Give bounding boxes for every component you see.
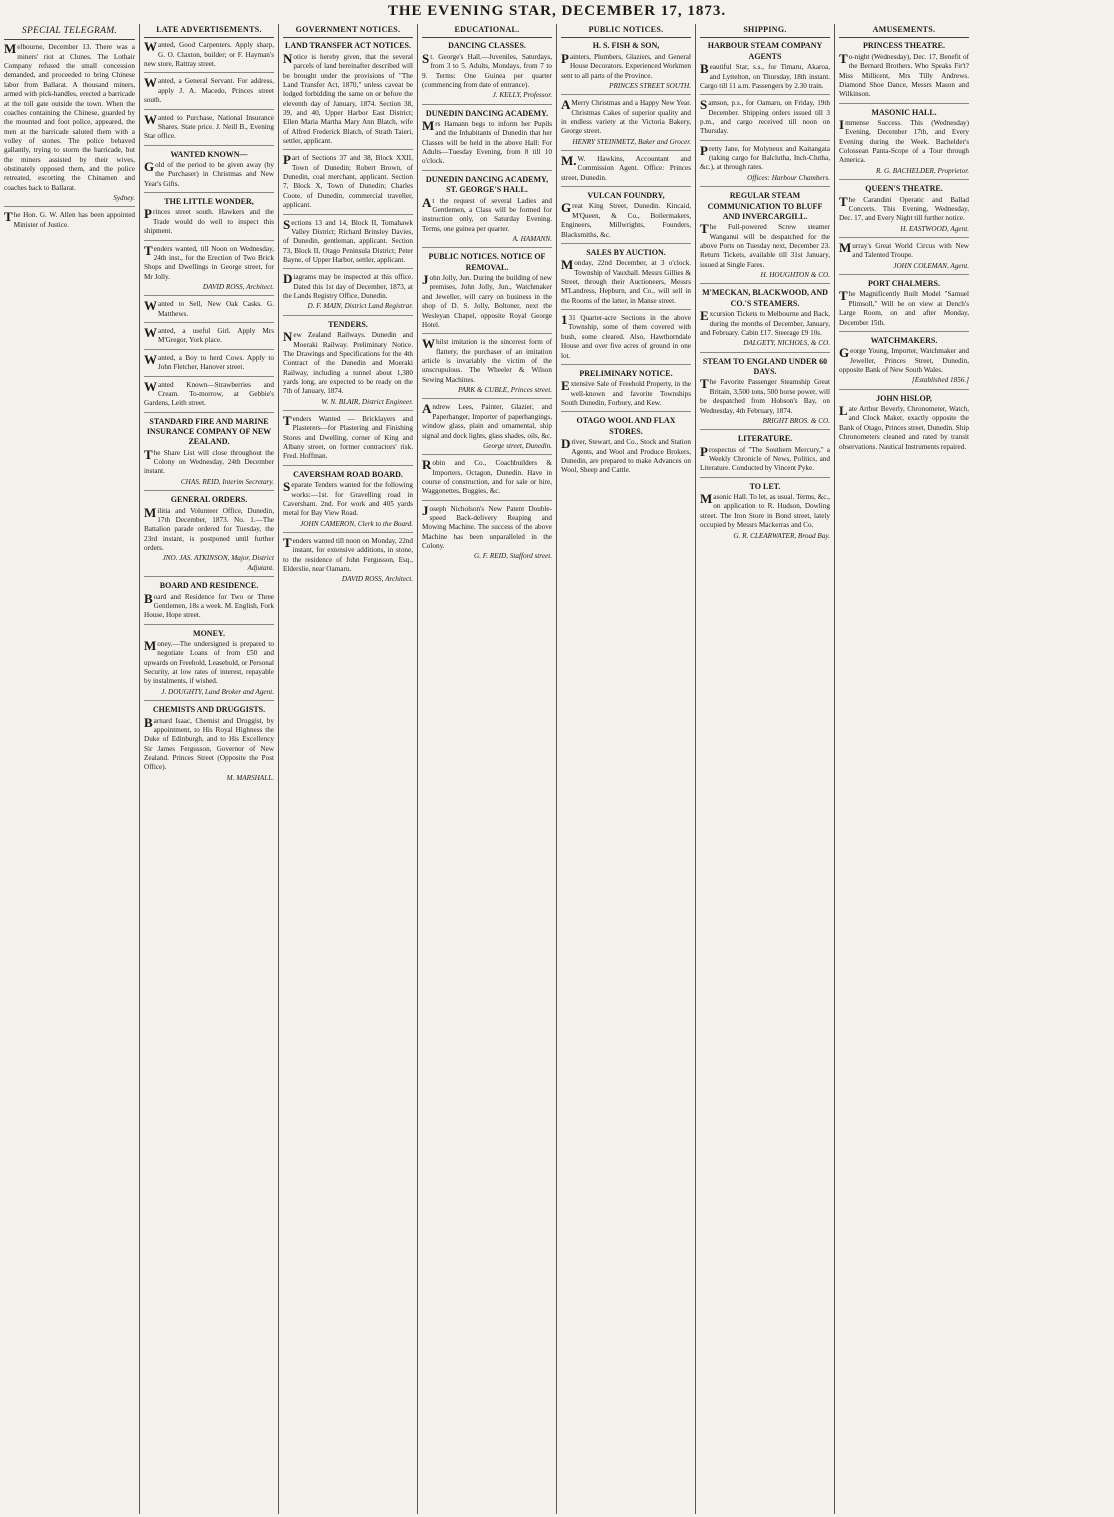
advertisement	[422, 109, 552, 171]
advertisement-title: STANDARD FIRE AND MARINE INSURANCE COMPANY OF NEW ZEALAND.	[146, 416, 272, 447]
advertisement	[4, 43, 135, 207]
advertisement	[561, 314, 691, 365]
advertisement-body: Prospectus of "The Southern Mercury," a Weekly Chronicle of News, Politics, and Literature. Conducted by Vincent Pyke.	[700, 443, 830, 473]
advertisement-body: Sections 13 and 14, Block II, Tomahawk Valley District; Richard Brinsley Davies, of Dunedin, gentleman, applicant. Section 73, Block II, Otago Peninsula District; Peter Bayne, of Upper Harbor, settler, applicant.	[283, 216, 413, 264]
advertisement-title: JOHN HISLOP,	[876, 393, 932, 403]
advertisement-body: Whilst imitation is the sincerest form of flattery, the purchaser of an imitation article is invariably the victim of the unscrupulous. The Wheeler & Wilson Sewing Machines.	[422, 336, 552, 384]
advertisement	[839, 108, 969, 181]
column-6	[695, 24, 834, 1514]
advertisement-signature: DALGETY, NICHOLS, & CO.	[743, 339, 830, 348]
advertisement	[144, 495, 274, 577]
advertisement-signature: CHAS. REID, Interim Secretary.	[180, 477, 274, 486]
advertisement	[700, 99, 830, 140]
advertisement-title: H. S. FISH & SON,	[592, 41, 660, 51]
advertisement-signature: JOHN CAMERON, Clerk to the Board.	[300, 519, 413, 528]
advertisement-signature: D. F. MAIN, District Land Registrar.	[307, 302, 413, 311]
advertisement-title: DUNEDIN DANCING ACADEMY, ST. GEORGE'S HALL.	[425, 174, 549, 195]
advertisement-body: Tenders wanted till noon on Monday, 22nd instant, for extensive additions, in stone, to the residence of John Fergusson, Esq., Elderslie, near Oamaru.	[283, 535, 413, 574]
advertisement	[283, 415, 413, 466]
advertisement-body: Tenders wanted, till Noon on Wednesday, 24th inst., for the Erection of Two Brick Shops and Dwellings in George street, for Mr Jolly.	[144, 242, 274, 281]
advertisement-title: MONEY.	[193, 628, 225, 638]
advertisement-body: Notice is hereby given, that the several parcels of land hereinafter described will be brought under the provisions of "The Land Transfer Act, 1870," unless caveat be lodged forbidding the same on or before the eleventh day of January, 1874. Section 38, 39, and 40, Upper Harbor East District; Ellen Maria Martha Mary Ann Blatch, wife of Alfred Frederick Blatch, of Strath Taieri, settler, applicant.	[283, 50, 413, 146]
advertisement-signature: G. R. CLEARWATER, Broad Bay.	[733, 531, 830, 540]
advertisement-body: To-night (Wednesday), Dec. 17, Benefit of the Bernard Brothers. Who Speaks Fir't? Miss Millicent, Mrs Tilly Andrews. Diamond Shoe Dance, Messrs Mason and Wilkinson.	[839, 50, 969, 99]
advertisement	[422, 502, 552, 565]
advertisement-body: Wanted to Purchase, National Insurance Shares. State price. J. Neill B., Evening Star office.	[144, 111, 274, 141]
advertisement-signature: G. F. REID, Stafford street.	[474, 552, 552, 561]
advertisement-body: The Full-powered Screw steamer Wanganui will be despatched for the above Ports on Tuesday next, December 23. Return Tickets, available till 31st January, issued at Single Fares.	[700, 221, 830, 269]
advertisement	[839, 41, 969, 103]
advertisement-body: New Zealand Railways. Dunedin and Moeraki Railway. Preliminary Notice. The Drawings and Specifications for the 4th Contract of the Dunedin and Moeraki Railway, including a tunnel about 1,380 yards long, are expected to be ready on the 7th of January, 1874.	[283, 329, 413, 396]
advertisement-title: OTAGO WOOL AND FLAX STORES.	[576, 416, 676, 436]
advertisement-title: HARBOUR STEAM COMPANY AGENTS	[707, 41, 823, 61]
advertisement	[700, 288, 830, 352]
advertisement-body: Masonic Hall. To let, as usual. Terms, &c., on application to R. Hudson, Dowling street. The Iron Store in Bond street, lately occupied by Messrs Mackerras and Co.	[700, 491, 830, 530]
advertisement-body: Part of Sections 37 and 38, Block XXII, Town of Dunedin; Robert Brown, of Dunedin, coal merchant, applicant. Section 7, Block X, Town of Dunedin; Charles Coote, of Dunedin, commercial traveller, applicant.	[283, 152, 413, 210]
advertisement-signature: DAVID ROSS, Architect.	[202, 283, 274, 291]
column-header: EDUCATIONAL.	[422, 24, 552, 38]
advertisement-body: Wanted, a Boy to herd Cows. Apply to John Fletcher, Hanover street.	[144, 351, 274, 372]
advertisement-body: Joseph Nicholson's New Patent Double-speed Back-delivery Reaping and Mowing Machine. The success of the above Machine has been unparalleled in the Colony.	[422, 502, 552, 551]
advertisement-signature: M. MARSHALL.	[226, 773, 274, 782]
advertisement	[839, 336, 969, 390]
advertisement	[839, 239, 969, 275]
advertisement	[561, 155, 691, 187]
advertisement-signature: HENRY STEINMETZ, Baker and Grocer.	[572, 137, 691, 146]
advertisement-title: DUNEDIN DANCING ACADEMY.	[425, 108, 549, 118]
advertisement-body: Monday, 22nd December, at 3 o'clock. Township of Vauxhall. Messrs Gillies & Street, through their Auctioneers, Messrs M'Landress, Hepburn, and Co., will sell in the Rooms of the latter, in Manse street.	[561, 257, 691, 305]
advertisement	[283, 470, 413, 533]
advertisement-body: The Favorite Passenger Steamship Great Britain, 3,500 tons, 500 horse power, will be despatched from Hobson's Bay, on Wednesday, 4th February, 1874.	[700, 376, 830, 415]
advertisement	[4, 211, 135, 233]
column-4	[417, 24, 556, 1514]
advertisement	[144, 111, 274, 146]
advertisement-signature: DAVID ROSS, Architect.	[341, 575, 413, 584]
column-header: LATE ADVERTISEMENTS.	[144, 24, 274, 38]
advertisement-body: Painters, Plumbers, Glaziers, and General House Decorators. Experienced Workmen sent to all parts of the Province.	[561, 50, 691, 80]
advertisement-body: Wanted, a General Servant. For address, apply J. A. Macedo, Princes street south.	[144, 75, 274, 105]
advertisement-title: M'MECKAN, BLACKWOOD, AND CO.'S STEAMERS.	[702, 288, 828, 308]
advertisement-title: TO LET.	[749, 481, 781, 491]
advertisement-body: Wanted to Sell, New Oak Casks. G. Matthews.	[144, 298, 274, 318]
advertisement-title: PRINCESS THEATRE.	[863, 41, 945, 51]
advertisement-body: Princes street south. Hawkers and the Trade would do well to inspect this shipment.	[144, 206, 274, 236]
advertisement	[700, 434, 830, 477]
advertisement-body: Wanted, Good Carpenters. Apply sharp, G. O. Claxton, builder; or F. Hayman's new store, Rattray street.	[144, 39, 274, 69]
advertisement	[144, 351, 274, 377]
advertisement-title: THE LITTLE WONDER,	[164, 197, 254, 207]
advertisement-body: Great King Street, Dunedin. Kincaid, M'Queen, & Co., Boilermakers, Engineers, Millwrights, Founders, Blacksmiths, &c.	[561, 200, 691, 239]
advertisement	[283, 154, 413, 214]
advertisement-title: WATCHMAKERS.	[870, 335, 938, 345]
column-header: SPECIAL TELEGRAM.	[4, 24, 135, 40]
advertisement-title: VULCAN FOUNDRY,	[587, 191, 665, 201]
advertisement	[561, 369, 691, 412]
advertisement	[422, 459, 552, 500]
advertisement-title: QUEEN'S THEATRE.	[865, 184, 943, 194]
advertisement	[422, 403, 552, 455]
advertisement	[144, 629, 274, 702]
advertisement-body: Board and Residence for Two or Three Gentlemen, 18s a week. M. English, Fork House, Hope street.	[144, 590, 274, 620]
advertisement-body: The Magnificently Built Model "Samuel Plimsoll," Will be on view at Dench's Large Room, on and after Monday, December 15th.	[839, 288, 969, 327]
advertisement-signature: R. G. BACHELDER, Proprietor.	[876, 166, 969, 175]
advertisement-body: Gold of the period to be given away (by the Purchaser) in Christmas and New Year's Gifts.	[144, 159, 274, 188]
column-header: PUBLIC NOTICES.	[561, 24, 691, 38]
advertisement-body: Driver, Stewart, and Co., Stock and Station Agents, and Wool and Produce Brokers, Dunedin, are prepared to make Advances on Wool, Sheep and Cattle.	[561, 436, 691, 475]
advertisement	[144, 378, 274, 413]
advertisement-body: Samson, p.s., for Oamaru, on Friday, 19th December. Shipping orders issued till 3 p.m., and cargo received till noon on Thursday.	[700, 97, 830, 136]
advertisement	[144, 581, 274, 624]
advertisement	[283, 273, 413, 315]
advertisement-title: REGULAR STEAM COMMUNICATION TO BLUFF AND INVERCARGILL.	[707, 191, 823, 221]
advertisement-signature: J. DOUGHTY, Land Broker and Agent.	[161, 687, 274, 696]
advertisement-signature: BRIGHT BROS. & CO.	[762, 416, 830, 425]
advertisement-body: Separate Tenders wanted for the following works:—1st. for Gravelling road in Caversham. 2nd. For work and 405 yards metal for Bay View Road.	[283, 479, 413, 518]
advertisement	[283, 320, 413, 411]
advertisement	[422, 252, 552, 334]
advertisement-body: M.W. Hawkins, Accountant and Commission Agent. Office: Princes street, Dunedin.	[561, 153, 691, 182]
advertisement-signature: PRINCES STREET SOUTH.	[609, 81, 691, 90]
advertisement-signature: PARK & CUBLE, Princes street.	[458, 386, 552, 395]
advertisement	[144, 77, 274, 109]
advertisement-body: Pretty Jane, for Molyneux and Kaitangata (taking cargo for Balclutha, Inch-Clutha, &c.), at through rates.	[700, 142, 830, 172]
advertisement-body: Beautiful Star, s.s., for Timaru, Akaroa, and Lyttelton, on Thursday, 18th instant. Cargo till 11 a.m. Passengers by 2.30 train.	[700, 61, 830, 90]
advertisement-body: The Carandini Operatic and Ballad Concerts. This Evening, Wednesday, Dec. 17, and Every Night till further notice.	[839, 193, 969, 223]
advertisement-body: George Young, Importer, Watchmaker and Jeweller, Princes Street, Dunedin, opposite Bank of New South Wales.	[839, 345, 969, 374]
advertisement-body: St. George's Hall.—Juveniles, Saturdays, from 3 to 5. Adults, Mondays, from 7 to 9. Terms: One Guinea per quarter (commencing from date of entrance).	[422, 50, 552, 89]
advertisement-signature: JOHN COLEMAN, Agent.	[893, 261, 969, 270]
advertisement	[422, 41, 552, 104]
advertisement-body: Militia and Volunteer Office, Dunedin, 17th December, 1873. No. 1.—The Battalion parade ordered for Tuesday, the 23rd instant, is postponed until further orders.	[144, 504, 274, 553]
advertisement	[144, 150, 274, 193]
advertisement-title: BOARD AND RESIDENCE.	[159, 581, 259, 591]
advertisement-body: Murray's Great World Circus with New and Talented Troupe.	[839, 239, 969, 260]
advertisement	[561, 248, 691, 310]
advertisement-body: Robin and Co., Coachbuilders & Importers, Octagon, Dunedin. Have in course of construction, and for sale or hire, Waggonettes, Buggies, &c.	[422, 457, 552, 496]
advertisement-body: Immense Success. This (Wednesday) Evening, December 17th, and Every Evening during the Week. Bachelder's Colossean Panta-Scope of a Tour through America.	[839, 116, 969, 165]
advertisement-body: Tenders Wanted — Bricklayers and Plasterers—for Plastering and Finishing Stores and Dwelling, corner of King and Albany street, on former contractors' risk. Fred. Hoffman.	[283, 413, 413, 461]
advertisement-signature: A. HAMANN.	[512, 234, 552, 243]
advertisement-title: TENDERS.	[328, 319, 368, 329]
advertisement-body: Andrew Lees, Painter, Glazier, and Paperhanger, Importer of paperhangings, window glass, plain and ornamental, ship signal and dock lights, glass shades, oils, &c.	[422, 401, 552, 440]
advertisement-title: PORT CHALMERS.	[867, 279, 941, 289]
advertisement	[422, 175, 552, 249]
advertisement	[700, 41, 830, 95]
column-header: SHIPPING.	[700, 24, 830, 38]
advertisement	[144, 300, 274, 323]
advertisement-title: SALES BY AUCTION.	[586, 247, 666, 257]
advertisement	[144, 242, 274, 297]
advertisement-title: LITERATURE.	[737, 434, 793, 444]
advertisement-body: John Jolly, Jun. During the building of new premises, John Jolly, Jun., Watchmaker and Jeweller, will carry on business in the shop of D. S. Jolly, Boltoner, next the Wesleyan Chapel, opposite Royal George Hotel.	[422, 272, 552, 329]
masthead-title: THE EVENING STAR, DECEMBER 17, 1873.	[387, 3, 727, 19]
advertisement	[700, 142, 830, 187]
advertisement	[700, 191, 830, 284]
advertisement-body: 131 Quarter-acre Sections in the above Township, some of them covered with bush, some cleared. Also, Hawthorndale House and over five acres of ground in one lot.	[561, 312, 691, 360]
columns-container	[0, 24, 1114, 1514]
advertisement-body: Melbourne, December 13. There was a miners' riot at Clunes. The Lothair Company refused the small concession demanded, and proceeded to bring Chinese labor from Ballarat. A thousand miners, armed with pick-handles, erected a barricade at the toll gate outside the town. When the coaches containing the Chinese, guarded by the mounted and foot police, appeared, the men at the barricade saluted them with a volley of stones. The police behaved gallantly, trying to storm the barricade, but the miners assisted by their wives, obstinately opposed them, and the police retreated, escorting the Chinamen and coaches back to Ballarat.	[4, 41, 135, 192]
advertisement	[561, 99, 691, 151]
advertisement-body: Money.—The undersigned is prepared to negotiate Loans of from £50 and upwards on Freehold, Leasehold, or Personal Security, at low rates of interest, repayable by instalments, if wished.	[144, 637, 274, 686]
advertisement-body: Mrs Hamann begs to inform her Pupils and the Inhabitants of Dunedin that her Classes will be held in the above Hall: For Adults—Tuesday Evening, from 8 till 10 o'clock.	[422, 117, 552, 166]
advertisement-body: AMerry Christmas and a Happy New Year. Christmas Cakes of superior quality and in endless variety at the Victoria Bakery, George street.	[561, 97, 691, 136]
advertisement	[283, 41, 413, 150]
advertisement	[144, 705, 274, 786]
advertisement	[422, 338, 552, 399]
advertisement-body: Extensive Sale of Freehold Property, in the well-known and favorite Townships South Dunedin, Forbury, and Kew.	[561, 378, 691, 408]
advertisement-title: PRELIMINARY NOTICE.	[579, 368, 673, 378]
column-1	[0, 24, 139, 1514]
column-5	[556, 24, 695, 1514]
advertisement-body: The Hon. G. W. Allen has been appointed Minister of Justice.	[4, 209, 135, 229]
advertisement-title: PUBLIC NOTICES. NOTICE OF REMOVAL.	[428, 252, 546, 272]
advertisement-signature: Sydney.	[113, 194, 135, 203]
advertisement-signature: J. KELLY, Professor.	[492, 91, 552, 100]
column-header: AMUSEMENTS.	[839, 24, 969, 38]
advertisement-title: GENERAL ORDERS.	[170, 495, 248, 505]
advertisement-body: Excursion Tickets to Melbourne and Back, during the months of December, January, and February. Cabin £17. Steerage £9 10s.	[700, 308, 830, 337]
advertisement-title: LAND TRANSFER ACT NOTICES.	[285, 41, 411, 51]
advertisement-signature: W. N. BLAIR, District Engineer.	[321, 397, 413, 406]
advertisement-signature: [Established 1856.]	[911, 376, 969, 385]
column-3	[278, 24, 417, 1514]
advertisement	[144, 41, 274, 73]
advertisement	[839, 279, 969, 332]
advertisement-body: Barnard Isaac, Chemist and Druggist, by appointment, to His Royal Highness the Duke of Edinburgh, and to His Excellency Sir James Fergusson, Governor of New Zealand. Princes Street (Opposite the Post Office).	[144, 714, 274, 772]
advertisement	[700, 357, 830, 431]
advertisement-title: WANTED KNOWN—	[170, 149, 248, 159]
column-7	[834, 24, 973, 1514]
advertisement-body: At the request of several Ladies and Gentlemen, a Class will be formed for instruction only, on Saturday Evening. Terms, one guinea per quarter.	[422, 194, 552, 233]
column-2	[139, 24, 278, 1514]
advertisement	[561, 41, 691, 95]
advertisement-title: DANCING CLASSES.	[448, 41, 526, 51]
advertisement	[144, 417, 274, 492]
advertisement-title: CAVERSHAM ROAD BOARD.	[293, 469, 403, 479]
advertisement-body: Wanted, a useful Girl. Apply Mrs M'Gregor, York place.	[144, 325, 274, 345]
advertisement	[839, 394, 969, 455]
advertisement	[283, 216, 413, 270]
advertisement	[144, 197, 274, 240]
advertisement-body: Diagrams may be inspected at this office. Dated this 1st day of December, 1873, at the Lands Registry Office, Dunedin.	[283, 271, 413, 301]
advertisement	[839, 184, 969, 238]
advertisement-title: STEAM TO ENGLAND UNDER 60 DAYS.	[702, 356, 828, 377]
advertisement-signature: Offices: Harbour Chambers.	[747, 173, 830, 182]
advertisement	[283, 537, 413, 588]
advertisement-title: CHEMISTS AND DRUGGISTS.	[152, 705, 266, 715]
advertisement	[144, 327, 274, 350]
advertisement-body: Wanted Known—Strawberries and Cream. To-morrow, at Gebbie's Gardens, Leith street.	[144, 378, 274, 408]
advertisement-signature: George street, Dunedin.	[483, 441, 552, 450]
advertisement-signature: H. EASTWOOD, Agent.	[900, 224, 969, 233]
advertisement-body: The Share List will close throughout the Colony on Wednesday, 24th December instant.	[144, 446, 274, 476]
advertisement-title: MASONIC HALL.	[871, 107, 937, 117]
advertisement-body: Late Arthur Beverly, Chronometer, Watch, and Clock Maker, exactly opposite the Bank of Otago, Princes street, Dunedin. Ship Chronometers cleaned and rated by transit observations. Nautical Instruments repaired.	[839, 403, 969, 451]
advertisement-signature: JNO. JAS. ATKINSON, Major, District Adjutant.	[162, 554, 274, 572]
advertisement	[561, 191, 691, 244]
column-header: GOVERNMENT NOTICES.	[283, 24, 413, 38]
advertisement	[700, 482, 830, 544]
advertisement	[561, 416, 691, 478]
advertisement-signature: H. HOUGHTON & CO.	[760, 271, 830, 280]
